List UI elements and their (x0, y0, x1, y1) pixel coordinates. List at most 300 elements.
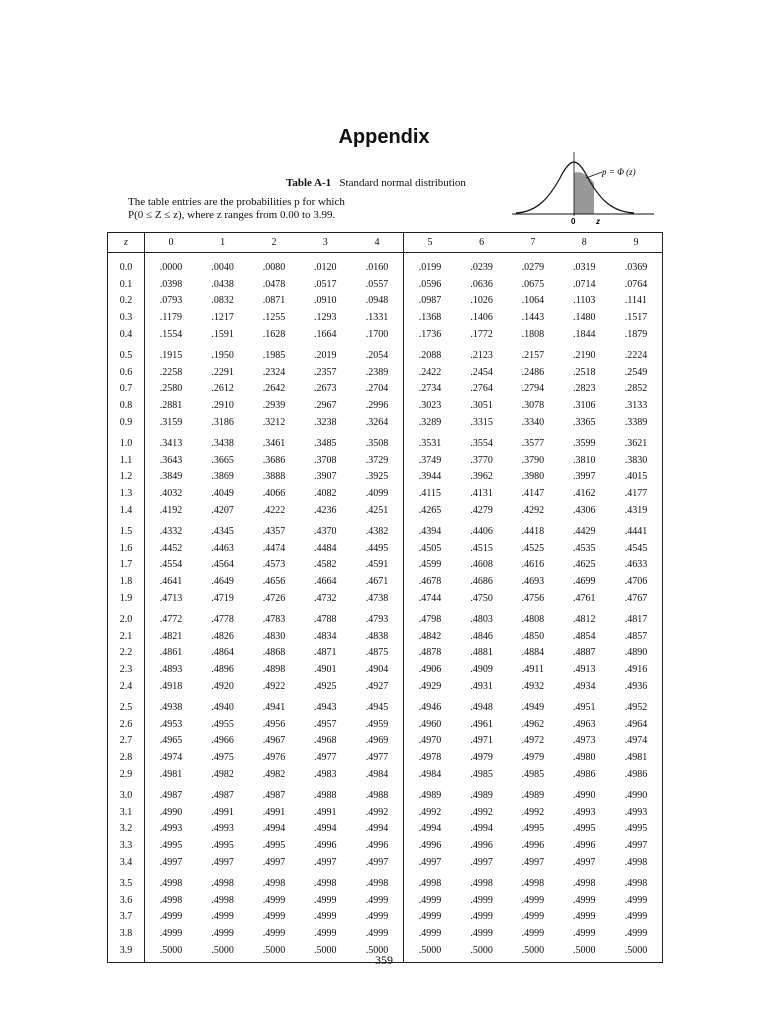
probability-cell: .3708 (314, 454, 337, 466)
probability-cell: .4864 (211, 647, 234, 659)
probability-cell: .4582 (314, 559, 337, 571)
probability-cell: .4999 (418, 928, 442, 940)
probability-cell: .4997 (159, 856, 183, 868)
row-z-value: 3.0 (108, 783, 145, 804)
probability-cell: .4452 (159, 542, 183, 554)
probability-cell: .4279 (470, 505, 493, 517)
probability-cell: .3925 (351, 469, 403, 486)
probability-cell: .4992 (521, 806, 545, 818)
probability-cell: .4975 (211, 752, 234, 764)
table-row (108, 892, 663, 909)
probability-cell: .4987 (159, 789, 183, 801)
probability-cell: .4987 (262, 789, 286, 801)
probability-cell: .4990 (159, 806, 183, 818)
probability-cell: .4999 (418, 911, 442, 923)
probability-cell: .4991 (314, 806, 337, 818)
probability-cell: .0369 (624, 261, 648, 273)
probability-cell: .1217 (211, 312, 234, 324)
probability-cell: .4474 (262, 542, 286, 554)
probability-cell: .4997 (521, 856, 545, 868)
probability-cell: .3212 (262, 417, 286, 429)
probability-cell: .1700 (351, 326, 403, 343)
column-header-z: z (108, 233, 145, 253)
probability-cell: .4934 (573, 681, 596, 693)
probability-cell: .1293 (314, 312, 337, 324)
probability-cell: .1915 (159, 349, 183, 361)
probability-cell: .4913 (573, 664, 596, 676)
probability-cell: .2939 (262, 400, 286, 412)
probability-cell: .4996 (418, 840, 442, 852)
probability-cell: .5000 (351, 942, 403, 962)
probability-cell: .4222 (262, 505, 286, 517)
probability-cell: .5000 (624, 944, 648, 956)
probability-cell: .4959 (351, 716, 403, 733)
probability-cell: .3599 (573, 437, 596, 449)
probability-cell: .4808 (521, 613, 545, 625)
probability-cell: .4966 (211, 735, 234, 747)
probability-cell: .2291 (211, 366, 234, 378)
probability-cell: .4049 (211, 488, 234, 500)
probability-cell: .3461 (262, 437, 286, 449)
probability-cell: .1255 (262, 312, 286, 324)
probability-cell: .4998 (624, 856, 648, 868)
probability-cell: .4993 (573, 806, 596, 818)
table-label: Table A-1 (286, 177, 332, 189)
probability-cell: .4861 (159, 647, 183, 659)
probability-cell: .4948 (470, 701, 493, 713)
row-z-value: 1.9 (108, 590, 145, 607)
probability-cell: .4812 (573, 613, 596, 625)
probability-cell: .4772 (159, 613, 183, 625)
column-header-1: 1 (197, 233, 248, 253)
probability-cell: .1844 (573, 329, 596, 341)
table-row (108, 661, 663, 678)
probability-cell: .3340 (521, 417, 545, 429)
probability-cell: .3238 (314, 417, 337, 429)
row-z-value: 1.5 (108, 519, 145, 540)
probability-cell: .2580 (159, 383, 183, 395)
probability-cell: .4147 (521, 488, 545, 500)
probability-cell: .4999 (351, 908, 403, 925)
probability-cell: .4997 (262, 856, 286, 868)
table-row (108, 783, 663, 804)
probability-cell: .4898 (262, 664, 286, 676)
probability-cell: .4969 (351, 733, 403, 750)
probability-cell: .2794 (521, 383, 545, 395)
description-line-1: The table entries are the probabilities p for which (128, 196, 345, 208)
table-row (108, 485, 663, 502)
probability-cell: .4970 (418, 735, 442, 747)
probability-cell: .2019 (314, 349, 337, 361)
probability-cell: .4936 (624, 681, 648, 693)
row-z-value: 3.7 (108, 908, 145, 925)
probability-cell: .4962 (521, 718, 545, 730)
probability-cell: .4998 (418, 877, 442, 889)
probability-cell: .4998 (521, 877, 545, 889)
probability-cell: .2157 (521, 349, 545, 361)
probability-cell: .5000 (314, 944, 337, 956)
row-z-value: 3.1 (108, 804, 145, 821)
probability-cell: .4994 (351, 821, 403, 838)
table-row (108, 695, 663, 716)
probability-cell: .4767 (624, 593, 648, 605)
probability-cell: .4693 (521, 576, 545, 588)
probability-cell: .4955 (211, 718, 234, 730)
probability-cell: .4999 (573, 894, 596, 906)
probability-cell: .2054 (351, 343, 403, 364)
row-z-value: 2.9 (108, 766, 145, 783)
table-row (108, 381, 663, 398)
probability-cell: .4960 (418, 718, 442, 730)
probability-cell: .4817 (624, 613, 648, 625)
probability-cell: .4738 (351, 590, 403, 607)
probability-cell: .4265 (418, 505, 442, 517)
probability-cell: .4999 (314, 911, 337, 923)
probability-cell: .4573 (262, 559, 286, 571)
row-z-value: 1.2 (108, 469, 145, 486)
probability-cell: .4664 (314, 576, 337, 588)
probability-cell: .4927 (351, 678, 403, 695)
table-row (108, 452, 663, 469)
probability-cell: .0199 (418, 261, 442, 273)
probability-cell: .4357 (262, 525, 286, 537)
probability-cell: .4999 (521, 928, 545, 940)
probability-cell: .4992 (351, 804, 403, 821)
probability-cell: .5000 (573, 944, 596, 956)
probability-cell: .1368 (418, 312, 442, 324)
probability-cell: .0398 (159, 278, 183, 290)
probability-cell: .4850 (521, 630, 545, 642)
probability-cell: .5000 (211, 944, 234, 956)
probability-cell: .4881 (470, 647, 493, 659)
probability-cell: .4115 (418, 488, 442, 500)
probability-cell: .4015 (624, 471, 648, 483)
probability-cell: .4713 (159, 593, 183, 605)
probability-cell: .1554 (159, 329, 183, 341)
table-body (108, 253, 663, 963)
row-z-value: 3.5 (108, 871, 145, 892)
probability-cell: .4554 (159, 559, 183, 571)
table-row (108, 469, 663, 486)
probability-cell: .4999 (624, 928, 648, 940)
probability-cell: .2996 (351, 397, 403, 414)
row-z-value: 2.0 (108, 607, 145, 628)
probability-cell: .4999 (262, 911, 286, 923)
probability-cell: .4162 (573, 488, 596, 500)
probability-cell: .4979 (521, 752, 545, 764)
probability-cell: .3365 (573, 417, 596, 429)
column-header-3: 3 (300, 233, 351, 253)
probability-cell: .2123 (470, 349, 493, 361)
table-name: Standard normal distribution (339, 177, 466, 189)
column-header-7: 7 (507, 233, 558, 253)
probability-cell: .3289 (418, 417, 442, 429)
probability-cell: .2642 (262, 383, 286, 395)
probability-cell: .4988 (351, 783, 403, 804)
probability-cell: .4989 (418, 789, 442, 801)
probability-cell: .0832 (211, 295, 234, 307)
row-z-value: 3.6 (108, 892, 145, 909)
probability-cell: .3315 (470, 417, 493, 429)
probability-cell: .4726 (262, 593, 286, 605)
probability-cell: .3554 (470, 437, 493, 449)
probability-cell: .4192 (159, 505, 183, 517)
probability-cell: .5000 (418, 944, 442, 956)
axis-zero-label: 0 (571, 217, 576, 226)
row-z-value: 3.8 (108, 925, 145, 942)
probability-cell: .4979 (470, 752, 493, 764)
row-z-value: 0.9 (108, 414, 145, 431)
table-row (108, 253, 663, 276)
probability-cell: .4999 (470, 928, 493, 940)
probability-cell: .4868 (262, 647, 286, 659)
probability-cell: .2518 (573, 366, 596, 378)
probability-cell: .5000 (159, 944, 183, 956)
probability-cell: .4998 (159, 894, 183, 906)
probability-cell: .4838 (351, 628, 403, 645)
table-row (108, 293, 663, 310)
table-description (128, 196, 398, 222)
table-row (108, 540, 663, 557)
probability-cell: .4953 (159, 718, 183, 730)
formula-label: p = Φ (z) (602, 167, 636, 177)
probability-cell: .4981 (159, 769, 183, 780)
probability-cell: .4778 (211, 613, 234, 625)
probability-cell: .2967 (314, 400, 337, 412)
table-row (108, 925, 663, 942)
shaded-area (574, 172, 594, 214)
probability-cell: .4922 (262, 681, 286, 693)
probability-cell: .4992 (470, 806, 493, 818)
table-row (108, 871, 663, 892)
probability-cell: .4918 (159, 681, 183, 693)
probability-cell: .4991 (262, 806, 286, 818)
probability-cell: .1179 (159, 312, 183, 324)
probability-cell: .3577 (521, 437, 545, 449)
row-z-value: 2.8 (108, 749, 145, 766)
probability-cell: .4177 (624, 488, 648, 500)
probability-cell: .4999 (351, 925, 403, 942)
probability-cell: .4564 (211, 559, 234, 571)
row-z-value: 0.6 (108, 364, 145, 381)
probability-cell: .3485 (314, 437, 337, 449)
table-row (108, 908, 663, 925)
probability-cell: .4484 (314, 542, 337, 554)
probability-cell: .1736 (418, 329, 442, 341)
probability-cell: .4931 (470, 681, 493, 693)
probability-cell: .4999 (470, 894, 493, 906)
probability-cell: .4949 (521, 701, 545, 713)
probability-cell: .2549 (624, 366, 648, 378)
probability-cell: .4999 (262, 928, 286, 940)
probability-cell: .1664 (314, 329, 337, 341)
probability-cell: .4988 (314, 789, 337, 801)
probability-cell: .4306 (573, 505, 596, 517)
probability-cell: .4616 (521, 559, 545, 571)
probability-cell: .4952 (624, 701, 648, 713)
probability-cell: .4963 (573, 718, 596, 730)
probability-cell: .2389 (351, 364, 403, 381)
probability-cell: .4871 (314, 647, 337, 659)
probability-cell: .4984 (418, 769, 442, 780)
probability-cell: .4495 (351, 540, 403, 557)
probability-cell: .3830 (624, 454, 648, 466)
row-z-value: 1.8 (108, 573, 145, 590)
column-header-8: 8 (559, 233, 610, 253)
probability-cell: .4418 (521, 525, 545, 537)
probability-cell: .4981 (624, 752, 648, 764)
row-z-value: 2.4 (108, 678, 145, 695)
probability-cell: .4997 (470, 856, 493, 868)
probability-cell: .2910 (211, 400, 234, 412)
row-z-value: 2.2 (108, 645, 145, 662)
probability-cell: .4983 (314, 769, 337, 780)
probability-cell: .4803 (470, 613, 493, 625)
probability-cell: .4996 (521, 840, 545, 852)
probability-cell: .4977 (314, 752, 337, 764)
probability-cell: .0714 (573, 278, 596, 290)
probability-cell: .3686 (262, 454, 286, 466)
probability-cell: .4345 (211, 525, 234, 537)
probability-cell: .4993 (624, 806, 648, 818)
probability-cell: .3133 (624, 400, 648, 412)
table-row (108, 364, 663, 381)
table-row (108, 766, 663, 783)
probability-cell: .4987 (211, 789, 234, 801)
probability-cell: .4996 (314, 840, 337, 852)
probability-cell: .4706 (624, 576, 648, 588)
probability-cell: .4671 (351, 573, 403, 590)
probability-cell: .3665 (211, 454, 234, 466)
probability-cell: .4608 (470, 559, 493, 571)
page-number: 359 (375, 953, 393, 967)
probability-cell: .4996 (351, 837, 403, 854)
probability-cell: .3438 (211, 437, 234, 449)
probability-cell: .4951 (573, 701, 596, 713)
probability-cell: .3980 (521, 471, 545, 483)
probability-cell: .4686 (470, 576, 493, 588)
probability-cell: .4998 (211, 877, 234, 889)
row-z-value: 1.3 (108, 485, 145, 502)
table-row (108, 678, 663, 695)
probability-cell: .4980 (573, 752, 596, 764)
probability-cell: .4505 (418, 542, 442, 554)
probability-cell: .2088 (418, 349, 442, 361)
probability-cell: .4982 (262, 769, 286, 780)
table-row (108, 573, 663, 590)
probability-cell: .1879 (624, 329, 648, 341)
axis-z-label: z (596, 217, 600, 226)
probability-cell: .4998 (470, 877, 493, 889)
probability-cell: .4995 (211, 840, 234, 852)
probability-cell: .3944 (418, 471, 442, 483)
probability-cell: .4996 (470, 840, 493, 852)
probability-cell: .0987 (418, 295, 442, 307)
probability-cell: .0040 (211, 261, 234, 273)
probability-cell: .0871 (262, 295, 286, 307)
probability-cell: .4964 (624, 718, 648, 730)
table-row (108, 804, 663, 821)
formula-pointer (586, 172, 602, 178)
probability-cell: .4994 (470, 823, 493, 835)
probability-cell: .4998 (262, 877, 286, 889)
table-row (108, 854, 663, 871)
probability-cell: .4890 (624, 647, 648, 659)
probability-cell: .1808 (521, 329, 545, 341)
probability-cell: .1103 (573, 295, 596, 307)
probability-cell: .4854 (573, 630, 596, 642)
probability-cell: .4032 (159, 488, 183, 500)
probability-cell: .4656 (262, 576, 286, 588)
probability-cell: .3888 (262, 471, 286, 483)
table-row (108, 343, 663, 364)
probability-cell: .3531 (418, 437, 442, 449)
probability-cell: .0000 (159, 261, 183, 273)
probability-cell: .4978 (418, 752, 442, 764)
row-z-value: 1.6 (108, 540, 145, 557)
table-row (108, 837, 663, 854)
probability-cell: .4999 (314, 928, 337, 940)
table-header-row (108, 233, 663, 253)
probability-cell: .4909 (470, 664, 493, 676)
probability-cell: .4997 (351, 854, 403, 871)
probability-cell: .3907 (314, 471, 337, 483)
probability-cell: .3186 (211, 417, 234, 429)
probability-cell: .0478 (262, 278, 286, 290)
probability-cell: .4994 (262, 823, 286, 835)
probability-cell: .4986 (573, 769, 596, 780)
probability-cell: .4938 (159, 701, 183, 713)
table-row (108, 431, 663, 452)
probability-cell: .4830 (262, 630, 286, 642)
probability-cell: .4998 (351, 871, 403, 892)
table-row (108, 645, 663, 662)
probability-cell: .4846 (470, 630, 493, 642)
table-row (108, 607, 663, 628)
probability-cell: .4925 (314, 681, 337, 693)
probability-cell: .4990 (573, 789, 596, 801)
probability-cell: .4985 (470, 769, 493, 780)
probability-cell: .4920 (211, 681, 234, 693)
page-title: Appendix (338, 126, 430, 148)
probability-cell: .4788 (314, 613, 337, 625)
probability-cell: .4993 (211, 823, 234, 835)
table-caption (286, 177, 466, 189)
table-row (108, 326, 663, 343)
probability-cell: .2454 (470, 366, 493, 378)
probability-cell: .4911 (521, 664, 544, 676)
probability-cell: .4941 (262, 701, 286, 713)
probability-cell: .1064 (521, 295, 545, 307)
probability-cell: .4990 (624, 789, 648, 801)
probability-cell: .3749 (418, 454, 442, 466)
probability-cell: .4974 (624, 735, 648, 747)
probability-cell: .4906 (418, 664, 442, 676)
table-row (108, 519, 663, 540)
row-z-value: 3.3 (108, 837, 145, 854)
row-z-value: 2.3 (108, 661, 145, 678)
probability-cell: .4984 (351, 766, 403, 783)
probability-cell: .4974 (159, 752, 183, 764)
probability-cell: .3159 (159, 417, 183, 429)
probability-cell: .4591 (351, 557, 403, 574)
table-row (108, 309, 663, 326)
row-z-value: 1.1 (108, 452, 145, 469)
probability-cell: .4998 (573, 877, 596, 889)
probability-cell: .4406 (470, 525, 493, 537)
probability-cell: .4985 (521, 769, 545, 780)
probability-cell: .4535 (573, 542, 596, 554)
